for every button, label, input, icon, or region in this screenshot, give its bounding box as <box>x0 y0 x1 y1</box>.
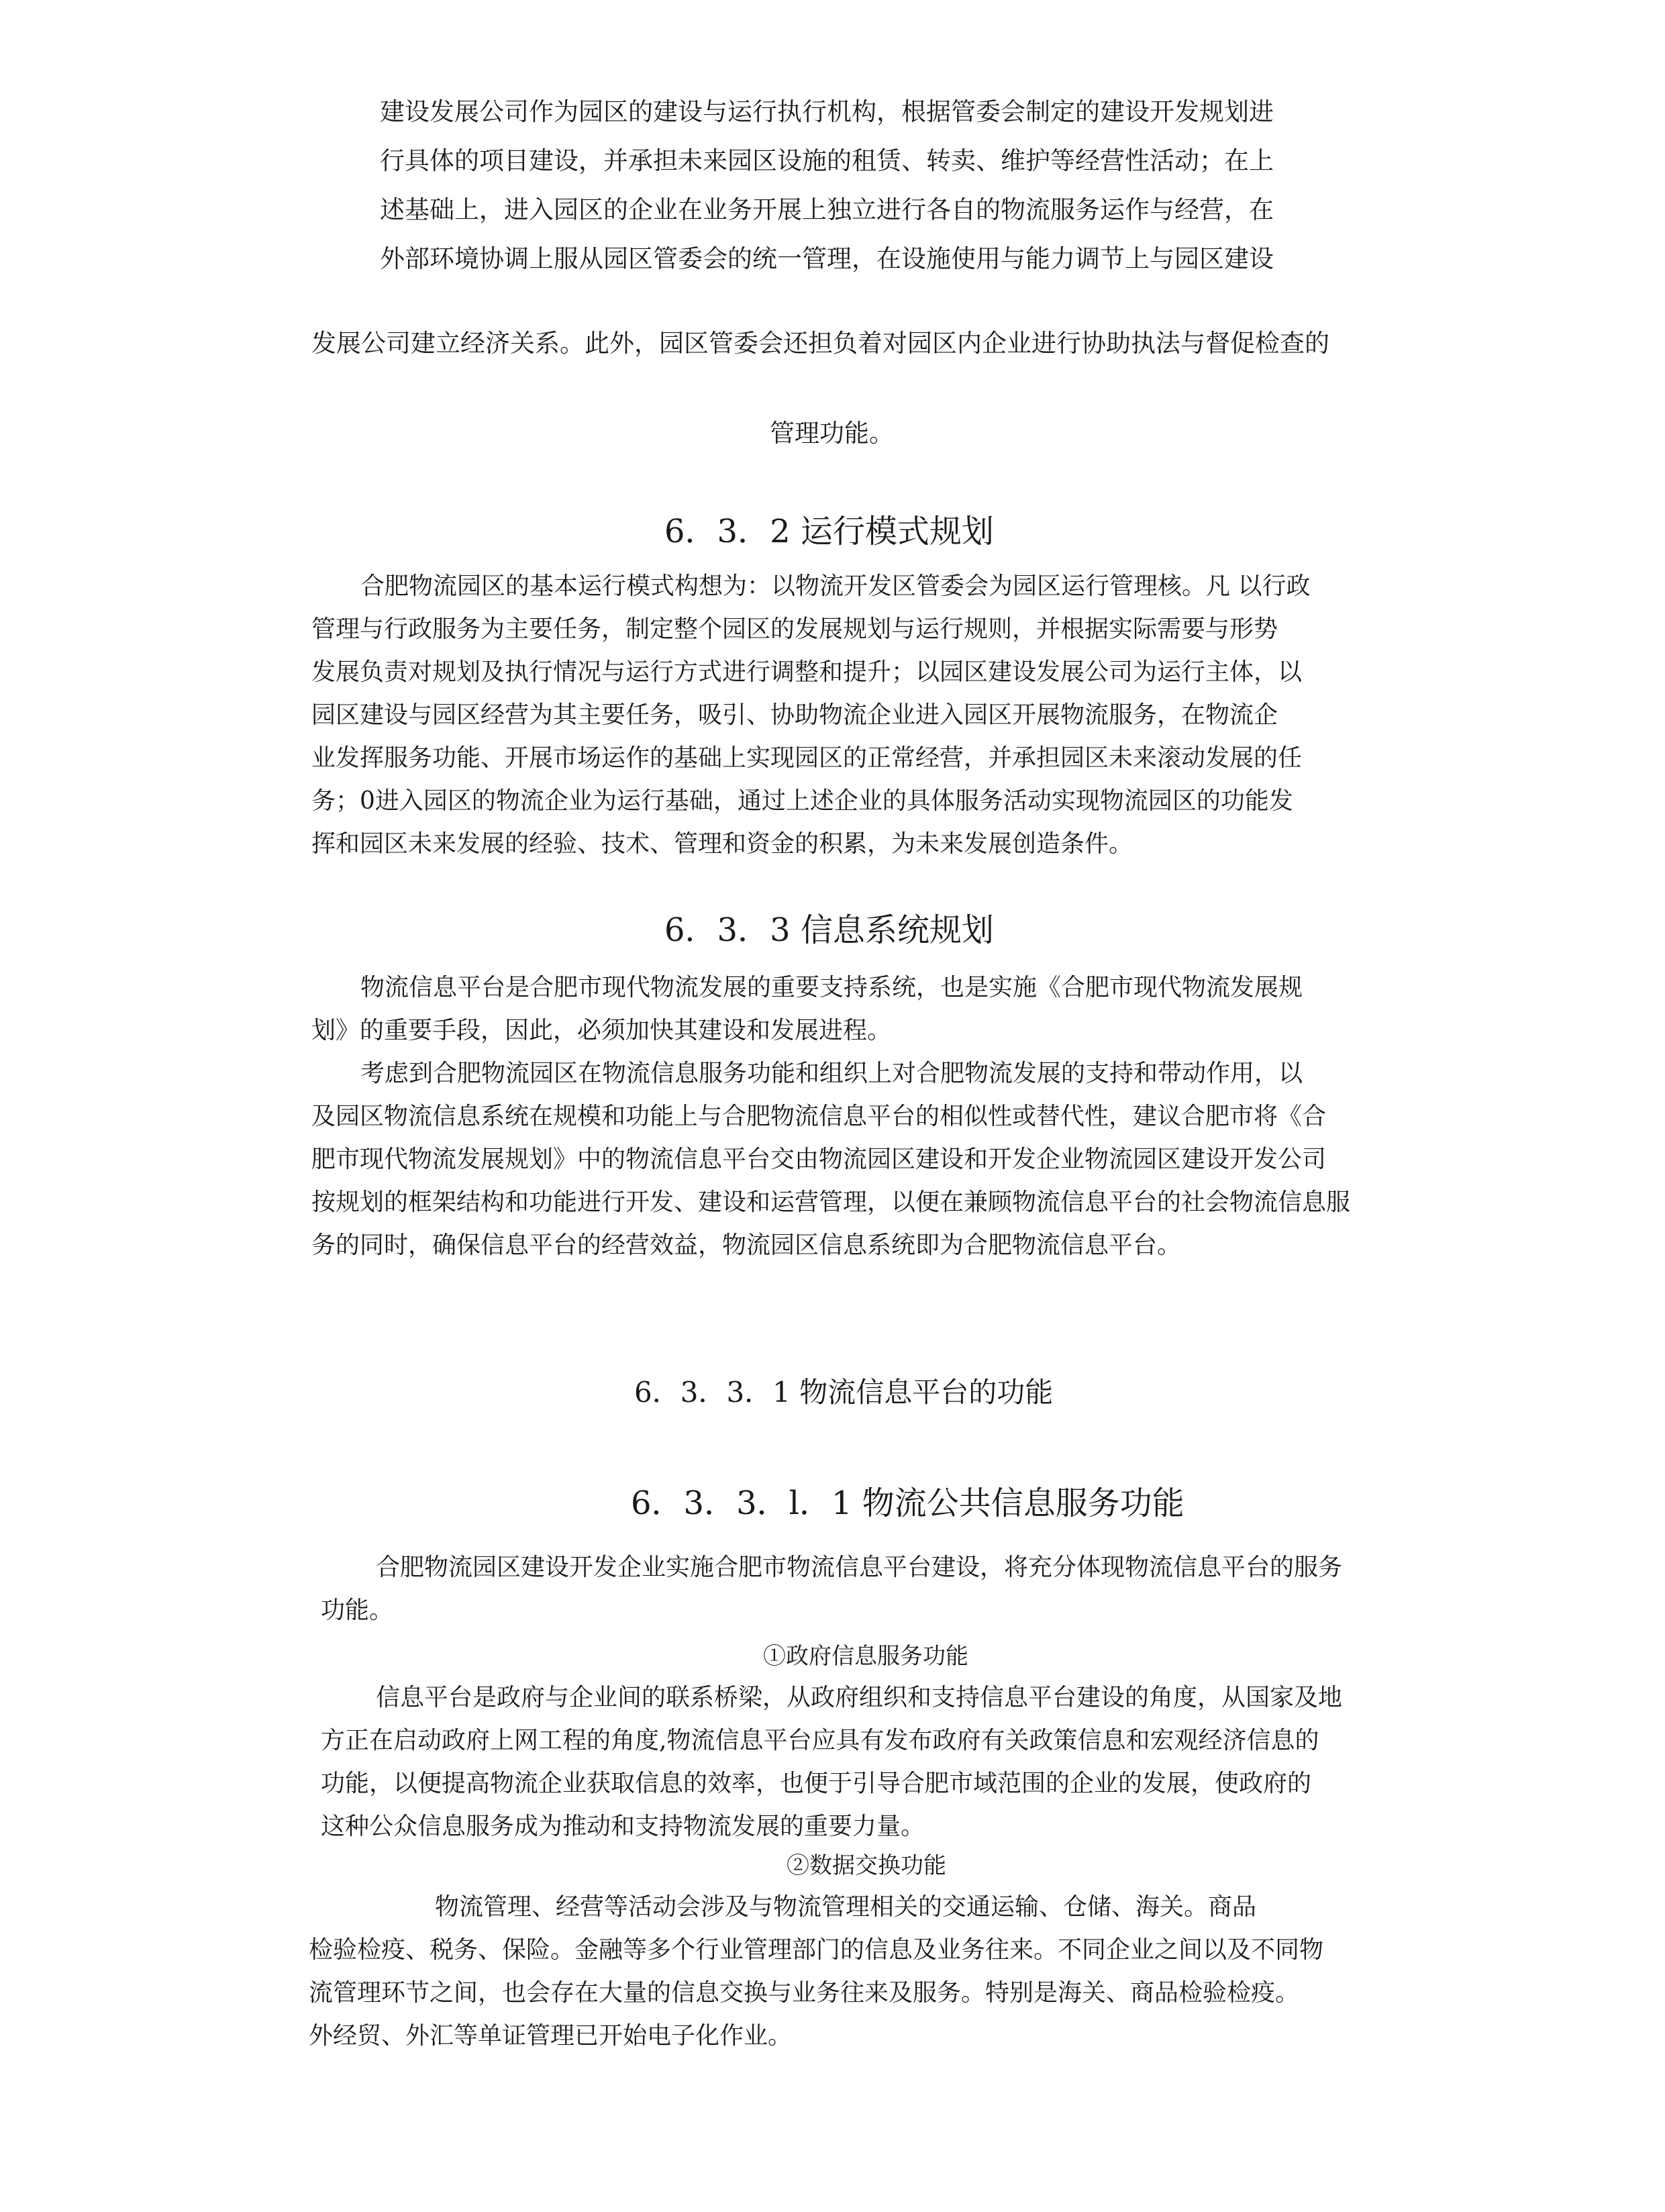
paragraph-line: 挥和园区未来发展的经验、技术、管理和资金的积累，为未来发展创造条件。 <box>311 830 1133 858</box>
paragraph-line: 方正在启动政府上网工程的角度,物流信息平台应具有发布政府有关政策信息和宏观经济信息的 <box>321 1727 1319 1754</box>
paragraph-line: 物流管理、经营等活动会涉及与物流管理相关的交通运输、仓储、海关。商品 <box>435 1893 1257 1921</box>
paragraph-line: 肥市现代物流发展规划》中的物流信息平台交由物流园区建设和开发企业物流园区建设开发公司 <box>311 1146 1327 1173</box>
subsection-heading: 6．3．3．1 物流信息平台的功能 <box>634 1376 1054 1409</box>
paragraph-line: 发展负责对规划及执行情况与运行方式进行调整和提升；以园区建设发展公司为运行主体，以 <box>311 658 1303 686</box>
paragraph-line: 务的同时，确保信息平台的经营效益，物流园区信息系统即为合肥物流信息平台。 <box>311 1231 1182 1259</box>
section-heading: 6．3．3 信息系统规划 <box>664 911 994 949</box>
paragraph-line: 合肥物流园区的基本运行模式构想为：以物流开发区管委会为园区运行管理核。凡 以行政 <box>360 572 1311 600</box>
paragraph-line: 信息平台是政府与企业间的联系桥梁，从政府组织和支持信息平台建设的角度，从国家及地 <box>376 1684 1343 1711</box>
paragraph-line: 按规划的框架结构和功能进行开发、建设和运营管理，以便在兼顾物流信息平台的社会物流信息服 <box>311 1189 1351 1216</box>
paragraph-line: 行具体的项目建设，并承担未来园区设施的租赁、转卖、维护等经营性活动；在上 <box>380 146 1274 175</box>
paragraph-line: 及园区物流信息系统在规模和功能上与合肥物流信息平台的相似性或替代性，建议合肥市将《合 <box>311 1103 1327 1130</box>
subsection-heading: 6．3．3．l．1 物流公共信息服务功能 <box>631 1485 1184 1522</box>
section-heading: 6．3．2 运行模式规划 <box>664 513 994 550</box>
paragraph-line: 功能，以便提高物流企业获取信息的效率，也便于引导合肥市域范围的企业的发展，使政府的 <box>321 1770 1312 1797</box>
paragraph-line: 外部环境协调上服从园区管委会的统一管理，在设施使用与能力调节上与园区建设 <box>380 244 1274 273</box>
paragraph-line: 业发挥服务功能、开展市场运作的基础上实现园区的正常经营，并承担园区未来滚动发展的任 <box>311 744 1303 772</box>
paragraph-line: 发展公司建立经济关系。此外，园区管委会还担负着对园区内企业进行协助执法与督促检查的 <box>311 329 1329 358</box>
paragraph-line: 检验检疫、税务、保险。金融等多个行业管理部门的信息及业务往来。不同企业之间以及不同物 <box>309 1936 1324 1964</box>
paragraph-line: 管理功能。 <box>770 419 894 448</box>
item-title: ①政府信息服务功能 <box>763 1643 968 1670</box>
paragraph-line: 划》的重要手段，因此，必须加快其建设和发展进程。 <box>311 1017 892 1044</box>
paragraph-line: 务；0进入园区的物流企业为运行基础，通过上述企业的具体服务活动实现物流园区的功能发 <box>311 787 1293 815</box>
paragraph-line: 建设发展公司作为园区的建设与运行执行机构，根据管委会制定的建设开发规划进 <box>380 97 1274 126</box>
paragraph-line: 园区建设与园区经营为其主要任务，吸引、协助物流企业进入园区开展物流服务，在物流企 <box>311 701 1278 729</box>
paragraph-line: 合肥物流园区建设开发企业实施合肥市物流信息平台建设，将充分体现物流信息平台的服务 <box>376 1554 1343 1581</box>
paragraph-line: 考虑到合肥物流园区在物流信息服务功能和组织上对合肥物流发展的支持和带动作用，以 <box>360 1060 1303 1087</box>
paragraph-line: 物流信息平台是合肥市现代物流发展的重要支持系统，也是实施《合肥市现代物流发展规 <box>360 974 1303 1001</box>
item-title: ②数据交换功能 <box>787 1852 946 1879</box>
paragraph-line: 述基础上，进入园区的企业在业务开展上独立进行各自的物流服务运作与经营，在 <box>380 195 1274 224</box>
paragraph-line: 流管理环节之间，也会存在大量的信息交换与业务往来及服务。特别是海关、商品检验检疫。 <box>309 1979 1300 2007</box>
paragraph-line: 管理与行政服务为主要任务，制定整个园区的发展规划与运行规则，并根据实际需要与形势 <box>311 615 1278 643</box>
paragraph-line: 外经贸、外汇等单证管理已开始电子化作业。 <box>309 2022 793 2050</box>
paragraph-line: 功能。 <box>321 1597 394 1624</box>
paragraph-line: 这种公众信息服务成为推动和支持物流发展的重要力量。 <box>321 1813 925 1840</box>
